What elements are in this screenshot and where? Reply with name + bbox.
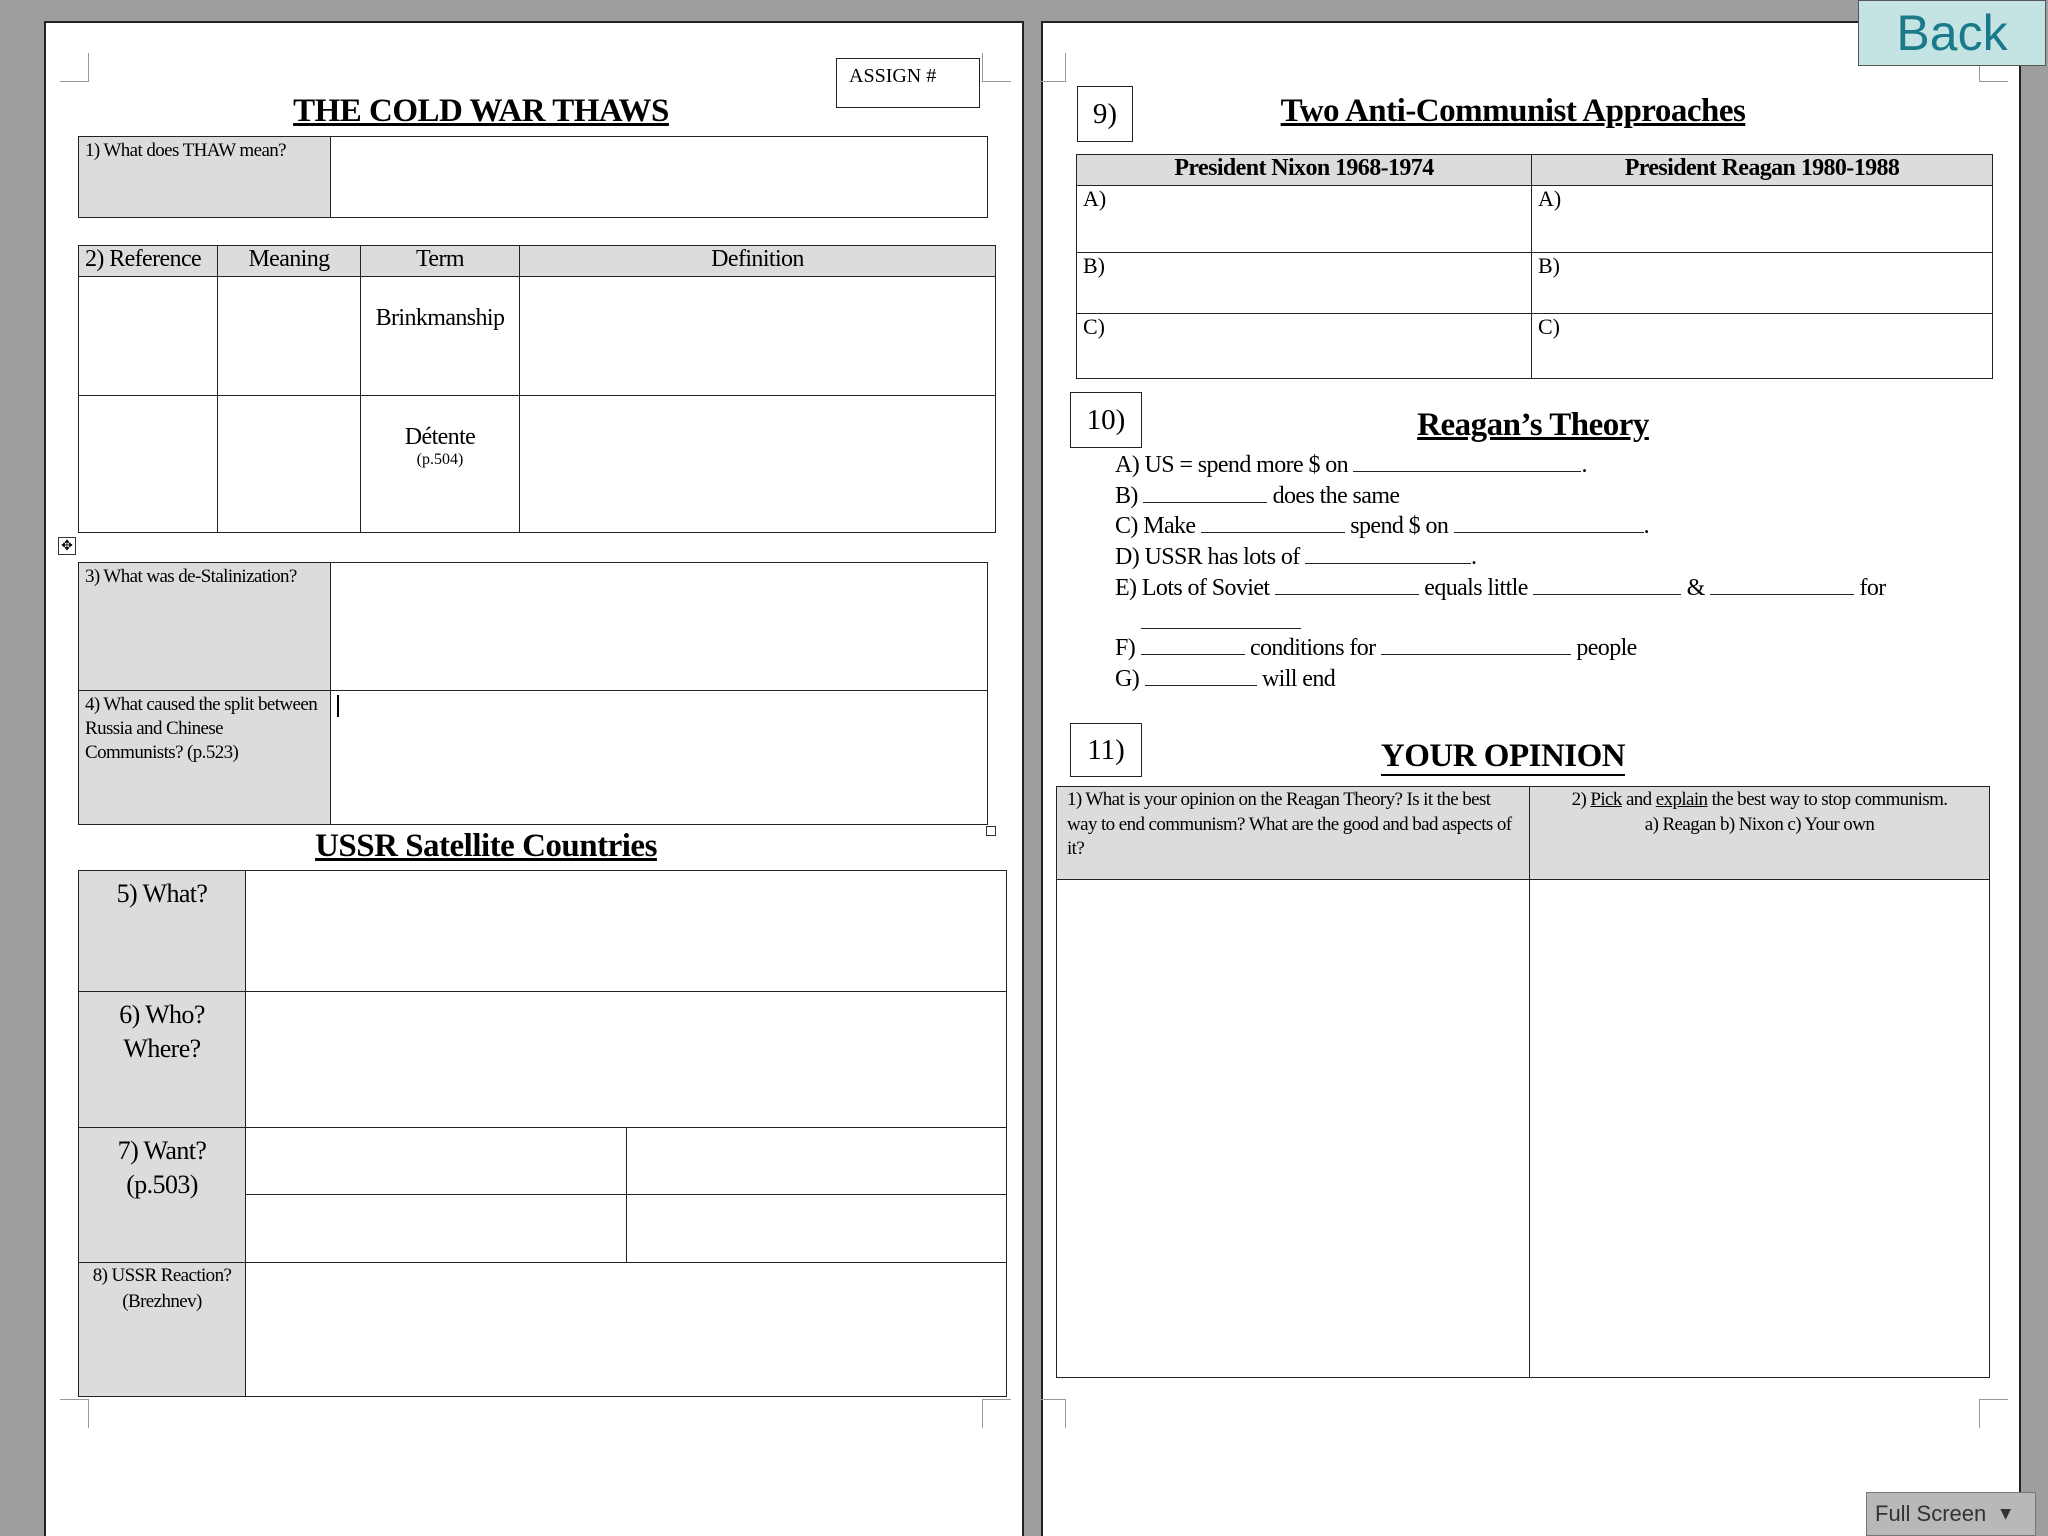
q7-answer-cell[interactable] — [626, 1128, 1007, 1195]
q4-label: 4) What caused the split between Russia and Chinese Communists? (p.523) — [85, 694, 318, 763]
theory-blank[interactable] — [1275, 574, 1419, 595]
table-resize-handle[interactable] — [986, 826, 996, 836]
margin-corner-mark — [1037, 1399, 1066, 1428]
theory-blank[interactable] — [1305, 543, 1471, 564]
worksheet-page-right — [1041, 21, 2021, 1536]
reagan-b-cell[interactable] — [1532, 253, 1993, 314]
q7-answer-cell[interactable] — [626, 1195, 1007, 1263]
worksheet-page-left — [44, 21, 1024, 1536]
reagan-a-cell[interactable] — [1532, 186, 1993, 253]
theory-line-e-continued — [1141, 608, 1301, 636]
row-letter: A) — [1538, 186, 1562, 211]
vocab-table — [78, 245, 996, 533]
term-cell — [361, 277, 520, 396]
definition-cell[interactable] — [520, 396, 996, 533]
approaches-table — [1076, 154, 1993, 379]
margin-corner-mark — [982, 1399, 1011, 1428]
reference-cell[interactable] — [79, 396, 218, 533]
theory-blank[interactable] — [1145, 665, 1257, 686]
theory-line-e — [1115, 574, 1886, 602]
satellite-title: USSR Satellite Countries — [315, 828, 657, 864]
q10-title: Reagan’s Theory — [1417, 407, 1649, 443]
margin-corner-mark — [982, 53, 1011, 82]
assign-number-box[interactable] — [836, 58, 980, 108]
satellite-table — [78, 870, 1007, 1397]
term-detente-page: (p.504) — [416, 451, 464, 468]
opinion-q2-pick: Pick — [1590, 789, 1622, 810]
definition-cell[interactable] — [520, 277, 996, 396]
full-screen-label: Full Screen — [1875, 1501, 1987, 1526]
theory-f-text: conditions for — [1249, 635, 1376, 661]
vocab-header-term: Term — [361, 246, 520, 277]
vocab-header-definition: Definition — [520, 246, 996, 277]
text-cursor — [337, 695, 339, 717]
opinion-q2-explain: explain — [1655, 789, 1708, 810]
theory-blank[interactable] — [1381, 634, 1571, 655]
theory-line-g — [1115, 665, 1335, 693]
back-button[interactable]: Back — [1858, 0, 2046, 66]
q9-number-box: 9) — [1077, 86, 1133, 142]
theory-line-c: C) Make spend $ on . — [1115, 513, 1650, 539]
assign-label: ASSIGN # — [849, 65, 937, 87]
row-letter: B) — [1538, 253, 1560, 278]
q1-label-cell — [79, 137, 331, 218]
q1-label: 1) What does THAW mean? — [85, 140, 287, 161]
q1-table — [78, 136, 988, 218]
theory-b-text: B) — [1115, 483, 1138, 509]
margin-corner-mark — [1979, 1399, 2008, 1428]
dropdown-arrow-icon[interactable]: ▼ — [2000, 1506, 2012, 1522]
q8-label-brezhnev: (Brezhnev) — [122, 1290, 202, 1312]
theory-blank[interactable] — [1143, 482, 1267, 503]
term-detente: Détente — [404, 424, 476, 450]
q3-answer-cell[interactable] — [331, 563, 988, 691]
opinion-q2-label — [1530, 787, 1989, 813]
theory-blank[interactable] — [1201, 512, 1345, 533]
q7-label-page: (p.503) — [126, 1169, 198, 1199]
theory-line-f — [1115, 634, 1637, 662]
q3-label: 3) What was de-Stalinization? — [85, 566, 297, 587]
theory-f-text: F) — [1115, 635, 1136, 661]
nixon-c-cell[interactable] — [1077, 314, 1532, 379]
theory-c-text: C) Make — [1115, 513, 1196, 539]
opinion-table — [1056, 786, 1990, 1378]
q7-answer-cell[interactable] — [246, 1195, 627, 1263]
theory-e-text: & — [1686, 575, 1705, 601]
opinion-q1-cell — [1057, 787, 1530, 880]
theory-line-d: D) USSR has lots of . — [1115, 544, 1477, 570]
q5-answer-cell[interactable] — [246, 871, 1007, 992]
vocab-row — [79, 396, 996, 533]
opinion-q2-options: a) Reagan b) Nixon c) Your own — [1644, 813, 1875, 835]
opinion-q2-cell — [1530, 787, 1990, 880]
theory-blank[interactable] — [1454, 512, 1644, 533]
nixon-a-cell[interactable] — [1077, 186, 1532, 253]
q4-label-cell — [79, 691, 331, 825]
theory-e-text: equals little — [1424, 575, 1528, 601]
margin-corner-mark — [60, 53, 89, 82]
vocab-row — [79, 277, 996, 396]
q6-label-where: Where? — [123, 1033, 201, 1063]
theory-g-text: G) — [1115, 666, 1140, 692]
q11-title-text: YOUR OPINION — [1380, 738, 1626, 774]
row-letter: A) — [1083, 186, 1107, 211]
term-cell — [361, 396, 520, 533]
theory-e-text: E) Lots of Soviet — [1115, 575, 1270, 601]
meaning-cell[interactable] — [218, 277, 361, 396]
row-letter: C) — [1538, 314, 1560, 339]
theory-blank[interactable] — [1710, 574, 1854, 595]
theory-blank[interactable] — [1141, 608, 1301, 629]
margin-corner-mark — [60, 1399, 89, 1428]
q1-answer-cell[interactable] — [331, 137, 988, 218]
q8-label-cell — [79, 1263, 246, 1397]
q7-answer-cell[interactable] — [246, 1128, 627, 1195]
q6-label-cell — [79, 992, 246, 1128]
theory-blank[interactable] — [1353, 451, 1581, 472]
theory-blank[interactable] — [1141, 634, 1245, 655]
vocab-header-reference: 2) Reference — [79, 246, 218, 277]
row-letter: B) — [1083, 253, 1105, 278]
theory-a-text: A) US = spend more $ on — [1115, 452, 1349, 478]
q9-title: Two Anti-Communist Approaches — [1280, 93, 1746, 129]
q3-label-cell — [79, 563, 331, 691]
q11-number-box: 11) — [1070, 723, 1142, 777]
vocab-header-meaning: Meaning — [218, 246, 361, 277]
q7-label-want: 7) Want? — [117, 1136, 207, 1165]
opinion-q2-prefix: 2) — [1571, 789, 1587, 810]
full-screen-button[interactable] — [1866, 1492, 2036, 1536]
opinion-q1-answer-cell[interactable] — [1057, 880, 1530, 1378]
meaning-cell[interactable] — [218, 396, 361, 533]
term-brinkmanship: Brinkmanship — [375, 305, 505, 331]
reference-cell[interactable] — [79, 277, 218, 396]
q4-answer-cell[interactable] — [331, 691, 988, 825]
opinion-q1-label: 1) What is your opinion on the Reagan Theory? Is it the best way to end communism? What are the good and bad aspects of it? — [1067, 789, 1512, 860]
q10-number-box: 10) — [1070, 392, 1142, 448]
q6-label-who: 6) Who? — [119, 1000, 205, 1029]
q5-label: 5) What? — [116, 879, 208, 908]
q7-label-cell — [79, 1128, 246, 1263]
q8-answer-cell[interactable] — [246, 1263, 1007, 1397]
table-move-handle-icon[interactable]: ✥ — [58, 537, 76, 555]
page-title: THE COLD WAR THAWS — [293, 93, 669, 129]
nixon-header: President Nixon 1968-1974 — [1077, 155, 1532, 186]
theory-b-text: does the same — [1272, 483, 1400, 509]
theory-d-text: D) USSR has lots of — [1115, 544, 1300, 570]
reagan-c-cell[interactable] — [1532, 314, 1993, 379]
theory-blank[interactable] — [1533, 574, 1681, 595]
margin-corner-mark — [1037, 53, 1066, 82]
nixon-b-cell[interactable] — [1077, 253, 1532, 314]
q8-label-reaction: 8) USSR Reaction? — [92, 1265, 232, 1286]
row-letter: C) — [1083, 314, 1105, 339]
q5-label-cell — [79, 871, 246, 992]
theory-line-a: A) US = spend more $ on . — [1115, 452, 1587, 478]
reagan-header: President Reagan 1980-1988 — [1532, 155, 1993, 186]
opinion-q2-rest: the best way to stop communism. — [1711, 789, 1948, 810]
q6-answer-cell[interactable] — [246, 992, 1007, 1128]
opinion-q2-and: and — [1625, 789, 1652, 810]
opinion-q2-answer-cell[interactable] — [1530, 880, 1990, 1378]
theory-e-text: for — [1859, 575, 1886, 601]
theory-g-text: will end — [1261, 666, 1336, 692]
theory-f-text: people — [1576, 635, 1637, 661]
q3-q4-table — [78, 562, 988, 825]
q11-title — [1373, 738, 1633, 775]
theory-c-text: spend $ on — [1350, 513, 1449, 539]
theory-line-b — [1115, 482, 1399, 510]
